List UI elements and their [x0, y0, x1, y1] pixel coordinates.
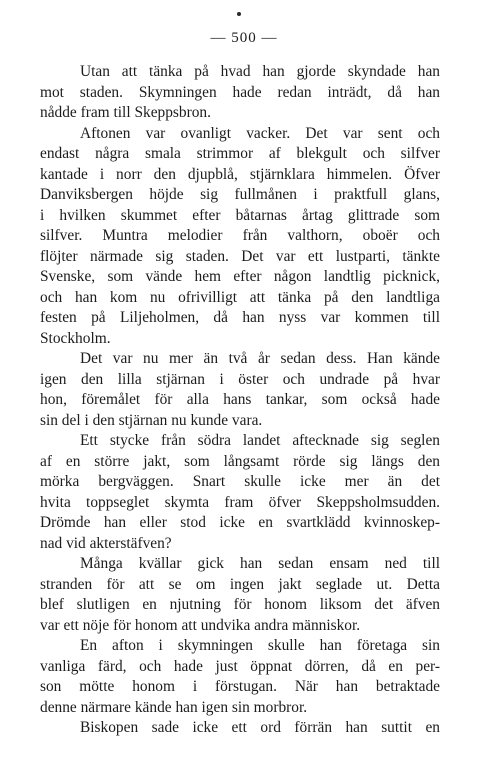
paragraph [40, 62, 440, 124]
text-line: Många kvällar gick han sedan ensam ned till [80, 555, 440, 572]
paragraph [40, 554, 440, 636]
text-line: Det var nu mer än två år sedan dess. Han kände [80, 350, 440, 367]
text-line: sin del i den stjärnan nu kunde vara. [40, 411, 263, 429]
text-line: stranden för att se om ingen jakt seglade ut. Detta [40, 575, 440, 593]
text-line: Stockholm. [40, 329, 111, 347]
text-line: blef slutligen en njutning för honom liksom det äfven [40, 596, 440, 613]
text-line: endast några smala strimmor af blekgult och silfver [40, 145, 440, 162]
paragraph [40, 431, 440, 554]
text-line: vanliga färd, och hade just öppnat dörren, då en per- [40, 657, 440, 675]
text-line: En afton i skymningen skulle han företaga sin [80, 637, 440, 654]
body-text [40, 62, 440, 739]
text-line: hvita toppseglet skymta fram öfver Skeppsholmsudden. [40, 493, 440, 511]
text-line: nådde fram till Skeppsbron. [40, 104, 211, 121]
paragraph [40, 349, 440, 431]
text-line: igen den lilla stjärnan i öster och undrade på hvar [40, 370, 440, 388]
text-line: i hvilken skummet efter båtarnas årtag glittrade som [40, 206, 440, 224]
text-line: mörka bergväggen. Snart skulle icke mer än det [40, 473, 440, 490]
text-line: Utan att tänka på hvad han gjorde skyndade han [80, 63, 440, 80]
text-line: nad vid akterstäfven? [40, 534, 172, 552]
text-line: mot staden. Skymningen hade redan inträdt, då han [40, 83, 440, 101]
text-line: flöjter närmade sig staden. Det var ett lustparti, tänkte [40, 247, 440, 265]
paragraph [40, 636, 440, 718]
text-line: festen på Liljeholmen, då han nyss var kommen till [40, 309, 440, 326]
text-line: af en större jakt, som långsamt rörde sig längs den [40, 452, 440, 470]
print-speck [237, 12, 241, 16]
text-line: Ett stycke från södra landet aftecknade sig seglen [80, 432, 440, 449]
text-line: Danviksbergen höjde sig fullmånen i praktfull glans, [40, 186, 440, 203]
text-line: var ett nöje för honom att undvika andra människor. [40, 616, 361, 634]
text-line: Drömde han eller stod icke en svartklädd kvinnoskep- [40, 514, 440, 531]
text-line: denne närmare kände han igen sin morbror. [40, 698, 308, 716]
text-line: hon, föremålet för alla hans tankar, som också hade [40, 391, 440, 408]
text-line: silfver. Muntra melodier från valthorn, oboër och [40, 227, 440, 244]
text-line: Svenske, som vände hem efter någon landtlig picknick, [40, 268, 440, 285]
page-number: — 500 — [210, 30, 278, 46]
text-line: och han kom nu ofrivilligt att tänka på den landtliga [40, 288, 440, 306]
text-line: Biskopen sade icke ett ord förrän han suttit en [80, 719, 440, 736]
paragraph [40, 718, 440, 739]
text-line: son mötte honom i förstugan. När han betraktade [40, 678, 440, 695]
paragraph [40, 124, 440, 350]
text-line: Aftonen var ovanligt vacker. Det var sent och [80, 124, 440, 142]
text-line: kantade i norr den djupblå, stjärnklara himmelen. Öfver [40, 165, 440, 183]
